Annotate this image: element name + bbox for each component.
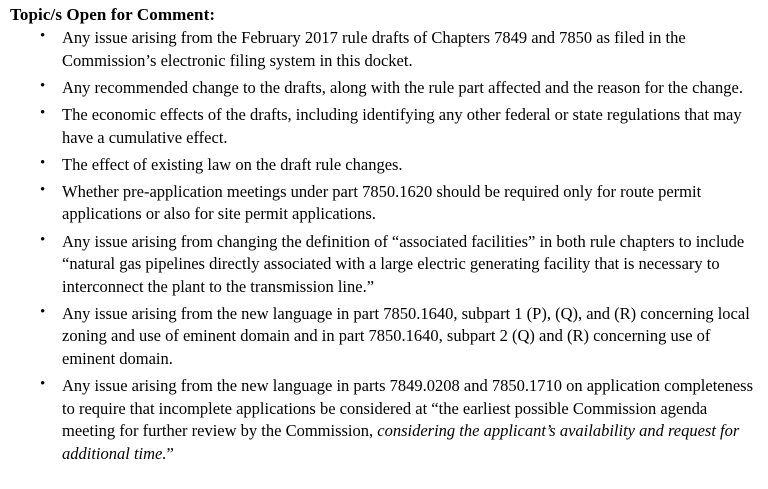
comment-topics-list: [10, 27, 758, 465]
list-item-text: [62, 375, 758, 465]
bullet-icon: •: [40, 105, 46, 122]
list-item-text: [62, 231, 758, 299]
list-item: [10, 77, 758, 100]
list-item: [10, 303, 758, 371]
list-item-text: [62, 154, 758, 177]
list-item: [10, 181, 758, 226]
list-item: [10, 27, 758, 72]
list-item: [10, 231, 758, 299]
bullet-icon: •: [40, 77, 46, 94]
text-segment: The effect of existing law on the draft rule changes.: [62, 154, 403, 174]
text-segment: considering the applicant’s availability and request for additional time.: [62, 421, 740, 463]
text-segment: Whether pre-application meetings under part 7850.1620 should be required only for route permit applications or also for site permit applications.: [62, 181, 702, 224]
list-item-text: [62, 104, 758, 149]
bullet-icon: •: [40, 28, 46, 45]
list-item-text: [62, 77, 758, 100]
bullet-icon: •: [40, 181, 46, 198]
bullet-icon: •: [40, 231, 46, 248]
list-item-text: [62, 303, 758, 371]
page-title: Topic/s Open for Comment:: [10, 5, 216, 24]
list-item: [10, 104, 758, 149]
list-item-text: [62, 27, 758, 72]
text-segment: ”: [166, 443, 174, 463]
text-segment: Any issue arising from changing the definition of “associated facilities” in both rule chapters to include “natural gas pipelines directly associated with a large electric generating facility that is necessary to interconnect the plant to the transmission line.”: [62, 231, 745, 296]
list-item: [10, 375, 758, 465]
list-item-text: [62, 181, 758, 226]
text-segment: Any issue arising from the February 2017 rule drafts of Chapters 7849 and 7850 as filed in the Commission’s electronic filing system in this docket.: [62, 28, 686, 70]
text-segment: Any issue arising from the new language in parts 7849.0208 and 7850.1710 on application completeness to require that incomplete applications be considered at “the earliest possible Commission agenda meeting for further review by the Commission,: [62, 376, 754, 441]
text-segment: The economic effects of the drafts, including identifying any other federal or state regulations that may have a cumulative effect.: [62, 105, 742, 147]
bullet-icon: •: [40, 303, 46, 320]
bullet-icon: •: [40, 376, 46, 393]
bullet-icon: •: [40, 154, 46, 171]
text-segment: Any issue arising from the new language in part 7850.1640, subpart 1 (P), (Q), and (R) concerning local zoning and use of eminent domain and in part 7850.1640, subpart 2 (Q) and (R) concerning use of eminent domain.: [62, 303, 750, 368]
list-item: [10, 154, 758, 177]
text-segment: Any recommended change to the drafts, along with the rule part affected and the reason for the change.: [62, 77, 743, 97]
